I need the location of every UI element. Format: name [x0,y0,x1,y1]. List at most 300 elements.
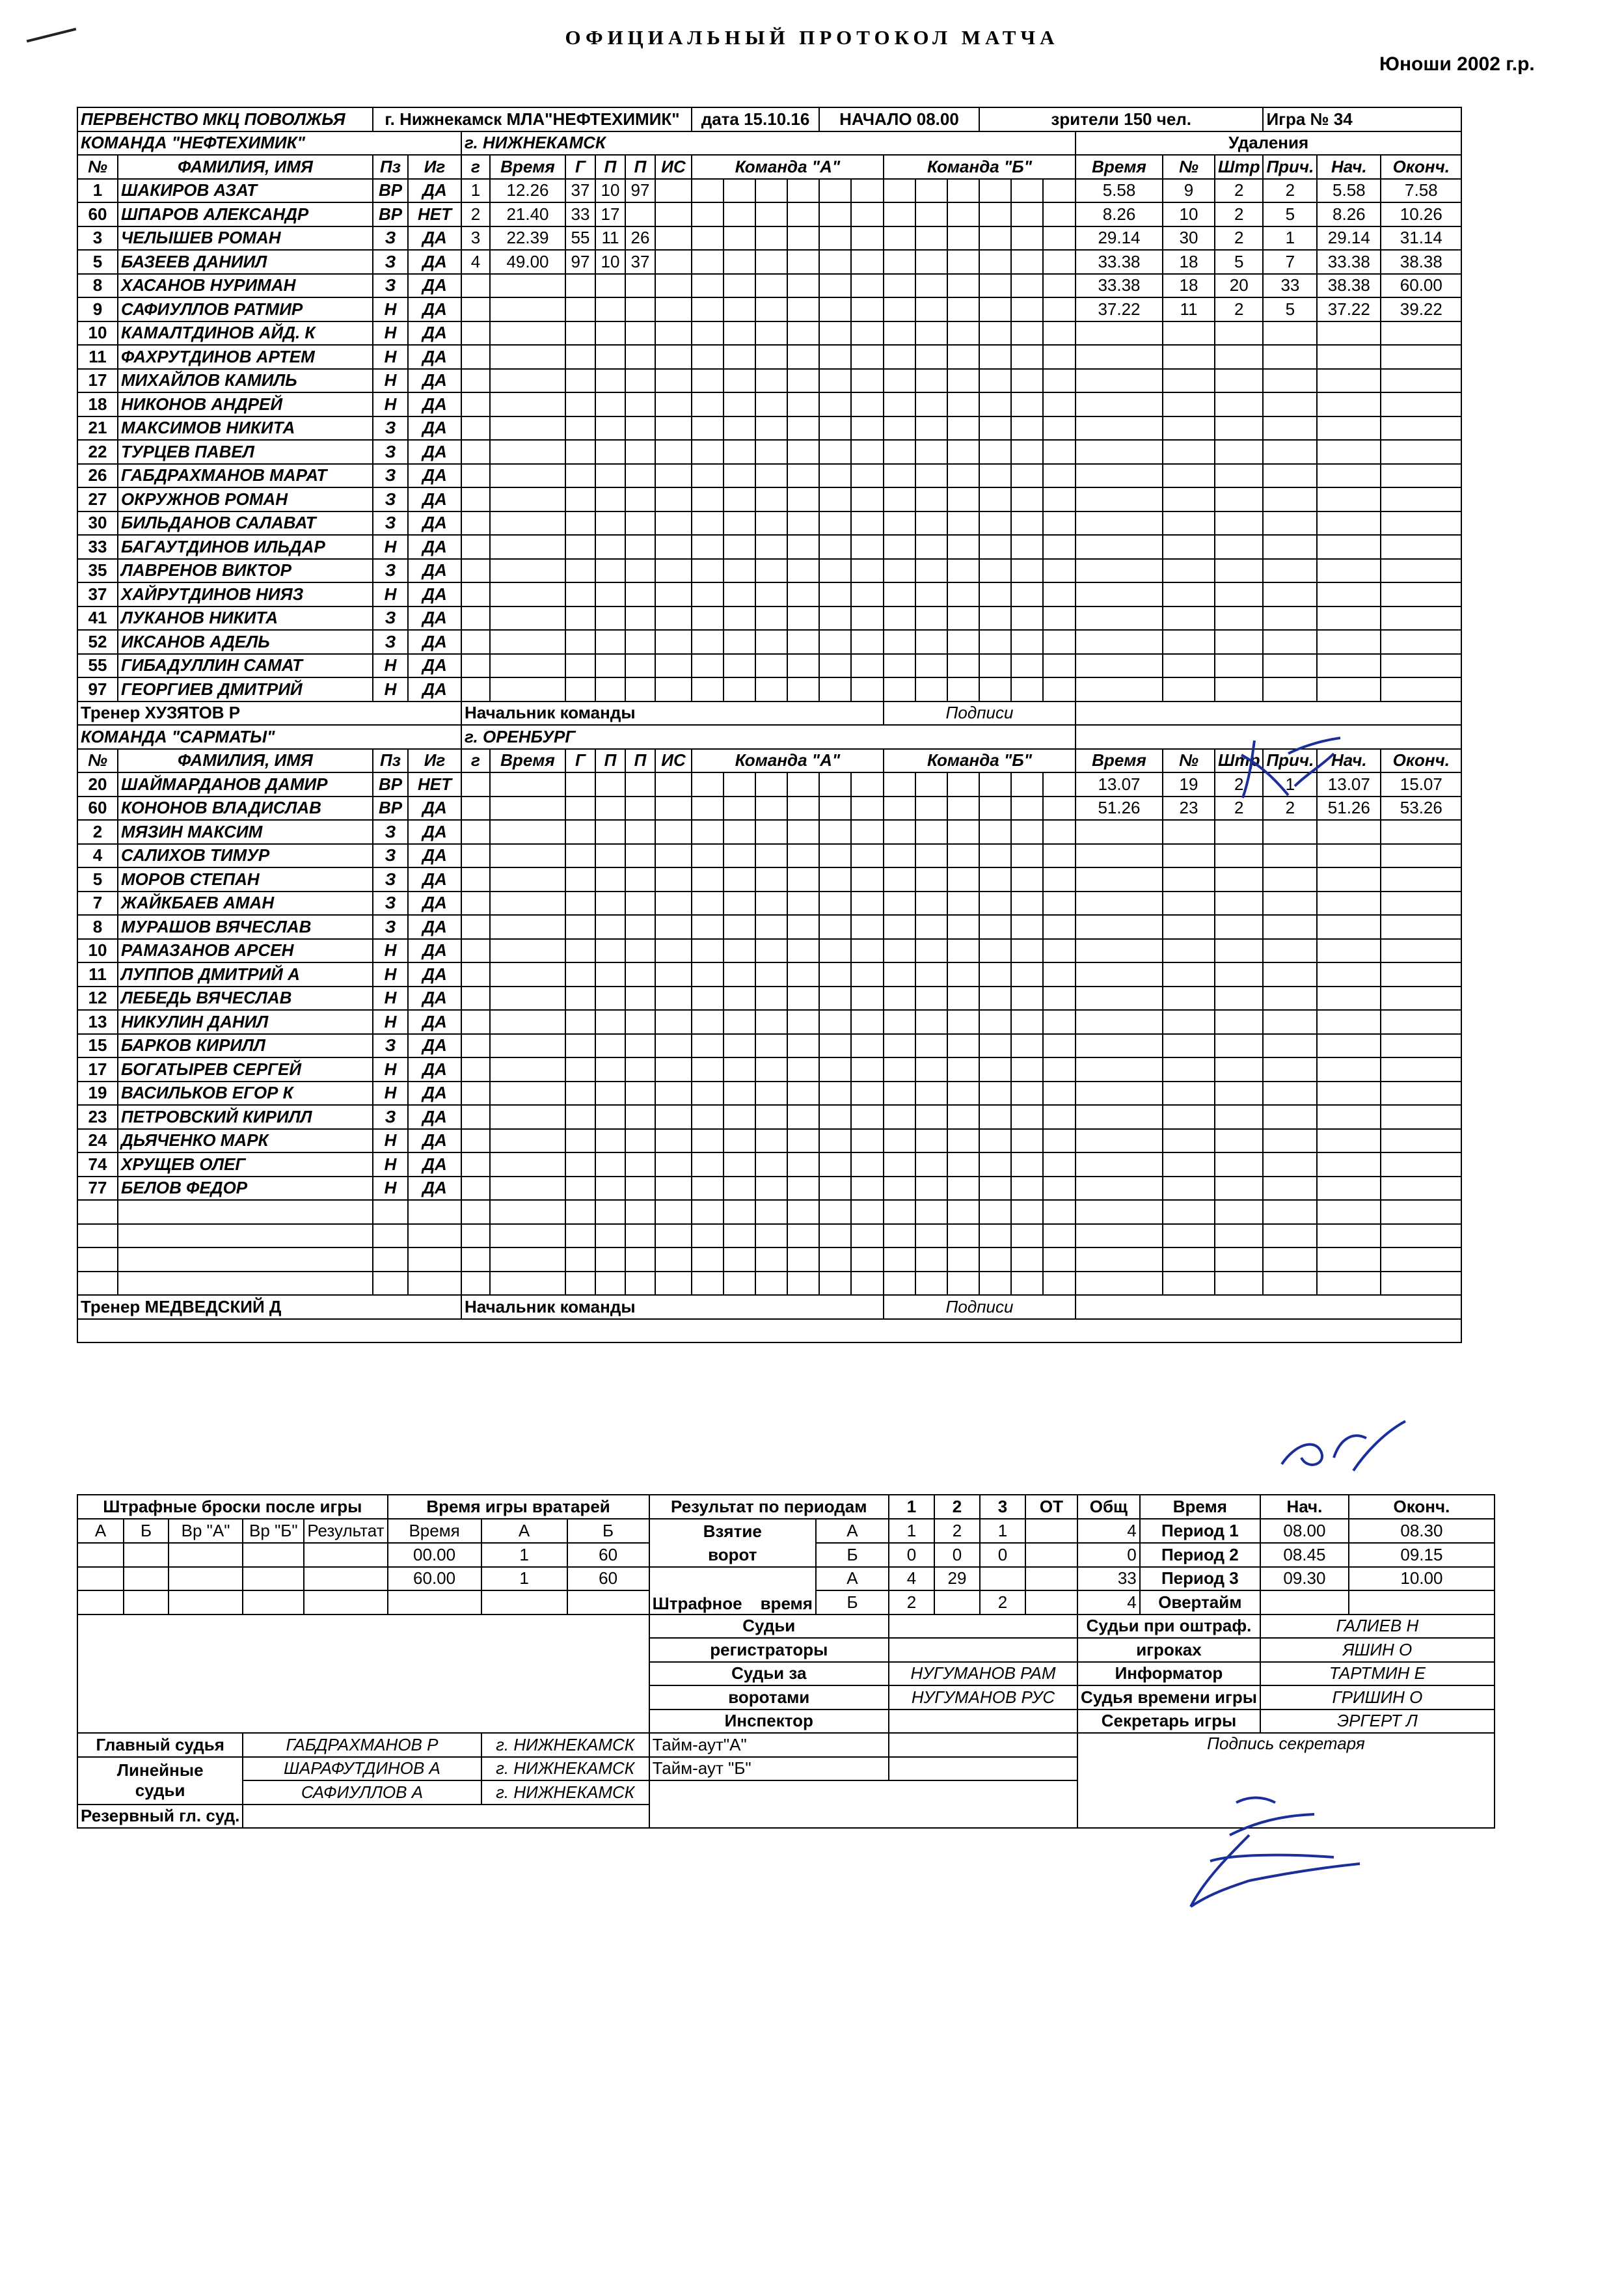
lineup-cell [755,392,787,416]
lineup-cell [819,1010,851,1034]
signature-cell [1076,1295,1461,1319]
player-position: Н [373,1010,408,1034]
blank-area [77,1614,649,1639]
empty-cell [1076,1177,1163,1201]
lineup-cell [1043,677,1076,702]
empty-cell [1263,1010,1317,1034]
lineup-cell [1043,1034,1076,1058]
empty-cell [461,1057,490,1082]
empty-cell [1215,559,1263,583]
empty-cell [1163,1247,1215,1272]
lineup-cell [851,1057,884,1082]
lineup-cell [755,274,787,298]
empty-cell [1076,1152,1163,1177]
empty-cell [1317,369,1381,393]
empty-cell [655,369,692,393]
lineup-cell [947,1034,979,1058]
empty-cell [1263,1247,1317,1272]
lineup-cell [915,630,947,654]
lineup-cell [787,369,819,393]
lineup-cell [1011,844,1043,868]
player-number: 35 [77,559,118,583]
penalty-start: 13.07 [1317,772,1381,797]
goals-label-line1: Взятие [703,1521,762,1541]
player-position: З [373,559,408,583]
empty-cell [490,1200,565,1224]
lineup-cell [1043,987,1076,1011]
empty-cell [461,1247,490,1272]
player-name: ТУРЦЕВ ПАВЕЛ [118,440,373,464]
empty-cell [461,772,490,797]
lineup-cell [1011,1247,1043,1272]
empty-cell [655,962,692,987]
table-row [77,511,1461,536]
spacer-row [77,1319,1461,1343]
empty-cell [118,1272,373,1296]
lineup-cell [692,677,724,702]
lineup-cell [724,297,755,321]
empty-cell [565,939,595,963]
lineup-cell [1011,677,1043,702]
gk-a: 1 [481,1567,567,1591]
lineup-cell [787,987,819,1011]
period-label: Период 2 [1140,1543,1260,1567]
official-label: Инспектор [649,1710,889,1734]
empty-cell [490,1105,565,1129]
player-plays: ДА [408,582,461,606]
lineup-cell [979,962,1011,987]
gk-cell [388,1590,481,1614]
lineup-cell [1011,606,1043,631]
empty-cell [1076,962,1163,987]
so-col-gk-a: Вр "А" [169,1519,243,1543]
lineup-cell [947,179,979,203]
player-plays: ДА [408,345,461,369]
empty-cell [490,892,565,916]
lineup-cell [884,1177,915,1201]
lineup-cell [915,464,947,488]
goal-assist-1: 11 [595,226,625,251]
empty-cell [490,464,565,488]
empty-cell [655,892,692,916]
player-position: Н [373,1057,408,1082]
value-p3: 2 [980,1590,1025,1614]
lineup-cell [851,1010,884,1034]
empty-cell [1317,487,1381,511]
lineup-cell [787,820,819,844]
col-pen-reason: Прич. [1263,155,1317,179]
lineup-cell [1011,392,1043,416]
empty-cell [565,1082,595,1106]
team-city: г. НИЖНЕКАМСК [461,131,1076,156]
lineup-cell [979,797,1011,821]
empty-cell [1263,487,1317,511]
col-plays: Иг [408,749,461,773]
empty-cell [1215,321,1263,346]
empty-cell [1263,1129,1317,1153]
lineup-cell [819,1034,851,1058]
goal-assist-1: 10 [595,179,625,203]
penalty-time: 5.58 [1076,179,1163,203]
official-role: игроках [1077,1638,1260,1662]
goal-time: 12.26 [490,179,565,203]
lineup-cell [884,820,915,844]
empty-cell [490,915,565,939]
lineup-cell [1011,321,1043,346]
empty-cell [655,630,692,654]
empty-cell [565,677,595,702]
lineup-cell [692,250,724,274]
empty-cell [625,630,655,654]
empty-cell [655,772,692,797]
empty-cell [1317,1129,1381,1153]
gk-b: 60 [567,1543,649,1567]
empty-cell [655,1129,692,1153]
lineup-cell [724,867,755,892]
penalty-min: 20 [1215,274,1263,298]
lineup-cell [787,464,819,488]
table-row [77,345,1461,369]
lineup-cell [915,892,947,916]
timeout-a: Тайм-аут"А" [649,1733,889,1757]
lineup-cell [755,1010,787,1034]
lineup-cell [915,297,947,321]
player-position: Н [373,1129,408,1153]
empty-cell [1076,1010,1163,1034]
lineup-cell [851,1272,884,1296]
empty-cell [1076,511,1163,536]
empty-cell [1263,939,1317,963]
gk-title: Время игры вратарей [388,1495,649,1519]
lineup-cell [851,1105,884,1129]
empty-cell [1263,345,1317,369]
empty-cell [1163,962,1215,987]
penalty-reason: 1 [1263,226,1317,251]
table-row [77,702,1461,726]
empty-cell [1076,867,1163,892]
empty-cell [1163,1034,1215,1058]
player-name: НИКОНОВ АНДРЕЙ [118,392,373,416]
lineup-cell [787,392,819,416]
lineup-cell [1043,582,1076,606]
lineup-cell [787,226,819,251]
player-position: З [373,820,408,844]
lineup-cell [1043,440,1076,464]
goal-assist-2: 37 [625,250,655,274]
lineup-cell [947,511,979,536]
empty-cell [595,939,625,963]
empty-cell [490,1082,565,1106]
lineup-cell [724,820,755,844]
col-plays: Иг [408,155,461,179]
gk-cell [567,1590,649,1614]
empty-cell [1381,1105,1461,1129]
lineup-cell [947,392,979,416]
empty-cell [625,345,655,369]
lineup-cell [851,582,884,606]
lineup-cell [787,1057,819,1082]
empty-cell [1317,440,1381,464]
player-position: З [373,416,408,441]
empty-cell [408,1224,461,1248]
lineup-cell [979,369,1011,393]
empty-cell [595,440,625,464]
empty-cell [1163,1129,1215,1153]
empty-cell [1317,1152,1381,1177]
table-row [77,892,1461,916]
lineup-cell [692,606,724,631]
lineup-cell [755,772,787,797]
lineup-cell [915,511,947,536]
lineup-cell [724,1082,755,1106]
lineup-cell [979,939,1011,963]
start-time: НАЧАЛО 08.00 [819,107,979,131]
lineup-cell [1011,867,1043,892]
lineup-cell [947,1105,979,1129]
empty-cell [1381,321,1461,346]
empty-cell [625,1034,655,1058]
empty-cell [118,1247,373,1272]
player-name: ДЬЯЧЕНКО МАРК [118,1129,373,1153]
empty-cell [1317,321,1381,346]
lineup-cell [851,274,884,298]
col-goal-no: г [461,749,490,773]
empty-cell [625,511,655,536]
gk-col-a: А [481,1519,567,1543]
empty-cell [461,511,490,536]
penalty-start: 8.26 [1317,202,1381,226]
player-plays: ДА [408,250,461,274]
empty-cell [461,892,490,916]
penalty-num: 23 [1163,797,1215,821]
game-number: Игра № 34 [1263,107,1461,131]
lineup-cell [1011,1177,1043,1201]
lineup-cell [1011,511,1043,536]
empty-cell [565,1105,595,1129]
table-row [77,1733,1495,1757]
empty-cell [1215,844,1263,868]
empty-cell [595,892,625,916]
empty-cell [461,844,490,868]
player-name: ШПАРОВ АЛЕКСАНДР [118,202,373,226]
empty-cell [565,987,595,1011]
lineup-cell [787,511,819,536]
lineup-cell [979,844,1011,868]
empty-cell [461,1200,490,1224]
shootout-cell [77,1590,124,1614]
coach-b-signature [1269,1412,1412,1477]
player-name: ИКСАНОВ АДЕЛЬ [118,630,373,654]
official-name: НУГУМАНОВ РУС [889,1685,1077,1710]
official-role-name: ГРИШИН О [1260,1685,1495,1710]
line-referee-1-city: г. НИЖНЕКАМСК [481,1757,649,1781]
so-col-result: Результат [304,1519,387,1543]
lineup-cell [1043,392,1076,416]
penalty-time: 29.14 [1076,226,1163,251]
lineup-cell [755,1177,787,1201]
penalty-num: 18 [1163,274,1215,298]
lineup-cell [755,535,787,559]
empty-cell [461,1224,490,1248]
lineup-cell [692,772,724,797]
col-strength: ИС [655,155,692,179]
empty-cell [1163,1105,1215,1129]
empty-cell [655,1247,692,1272]
empty-cell [655,654,692,678]
lineup-cell [1011,582,1043,606]
lineup-cell [1043,1200,1076,1224]
penalty-num: 19 [1163,772,1215,797]
empty-cell [77,1272,118,1296]
official-role: Судьи при оштраф. [1077,1614,1260,1639]
player-plays: ДА [408,820,461,844]
col-pos: Пз [373,749,408,773]
lineup-cell [884,1224,915,1248]
penalty-min: 5 [1215,250,1263,274]
goal-time: 49.00 [490,250,565,274]
lineup-cell [755,606,787,631]
lineup-cell [947,226,979,251]
empty-cell [1317,654,1381,678]
player-number: 12 [77,987,118,1011]
empty-cell [595,1010,625,1034]
lineup-cell [724,654,755,678]
lineup-cell [1043,797,1076,821]
empty-cell [1215,1224,1263,1248]
empty-cell [461,915,490,939]
lineup-cell [851,1224,884,1248]
goal-number: 4 [461,250,490,274]
empty-cell [490,582,565,606]
empty-cell [1163,606,1215,631]
player-name: МЯЗИН МАКСИМ [118,820,373,844]
lineup-cell [692,535,724,559]
penalty-start: 29.14 [1317,226,1381,251]
lineup-cell [724,535,755,559]
empty-cell [1163,987,1215,1011]
lineup-cell [1043,892,1076,916]
empty-cell [565,464,595,488]
player-plays: НЕТ [408,202,461,226]
lineup-cell [915,274,947,298]
empty-cell [1317,962,1381,987]
penalty-start: 38.38 [1317,274,1381,298]
lineup-cell [1043,1057,1076,1082]
empty-cell [1381,630,1461,654]
empty-cell [1381,1034,1461,1058]
lineup-cell [915,1272,947,1296]
table-row [77,1495,1495,1519]
table-row [77,1519,1495,1543]
goal-time: 21.40 [490,202,565,226]
lineup-cell [947,297,979,321]
empty-cell [625,535,655,559]
empty-cell [461,987,490,1011]
lineup-cell [755,559,787,583]
empty-cell [1263,1082,1317,1106]
lineup-cell [1043,464,1076,488]
empty-cell [565,1129,595,1153]
empty-cell [461,654,490,678]
goal-assist-2: 26 [625,226,655,251]
empty-cell [490,867,565,892]
empty-cell [1263,606,1317,631]
so-col-a: А [77,1519,124,1543]
lineup-cell [755,915,787,939]
empty-cell [1317,559,1381,583]
player-name: КАМАЛТДИНОВ АЙД. К [118,321,373,346]
lineup-cell [947,1247,979,1272]
empty-cell [1163,820,1215,844]
empty-cell [373,1272,408,1296]
lineup-cell [692,559,724,583]
empty-cell [565,345,595,369]
lineup-cell [979,1034,1011,1058]
empty-cell [1263,369,1317,393]
empty-cell [1263,1177,1317,1201]
tournament: ПЕРВЕНСТВО МКЦ ПОВОЛЖЬЯ [77,107,373,131]
secretary-signature-label: Подпись секретаря [1077,1733,1495,1828]
player-number: 52 [77,630,118,654]
empty-cell [1263,559,1317,583]
empty-cell [490,559,565,583]
empty-cell [1215,369,1263,393]
lineup-cell [755,1129,787,1153]
player-number: 23 [77,1105,118,1129]
table-row [77,416,1461,441]
lineup-cell [1043,202,1076,226]
lineup-cell [724,440,755,464]
lineup-cell [692,654,724,678]
penalty-num: 30 [1163,226,1215,251]
col-pen-start: Нач. [1317,155,1381,179]
col-end: Оконч. [1349,1495,1495,1519]
lineup-cell [1043,630,1076,654]
player-position: Н [373,987,408,1011]
blank-area [77,1685,649,1710]
player-number: 60 [77,202,118,226]
empty-cell [625,1224,655,1248]
empty-cell [1381,844,1461,868]
empty-cell [1163,464,1215,488]
lineup-cell [884,677,915,702]
player-number: 27 [77,487,118,511]
empty-cell [565,1152,595,1177]
empty-cell [625,274,655,298]
player-name: МУРАШОВ ВЯЧЕСЛАВ [118,915,373,939]
empty-cell [1317,987,1381,1011]
empty-cell [595,274,625,298]
empty-cell [565,297,595,321]
empty-cell [1163,654,1215,678]
player-position: ВР [373,797,408,821]
lineup-cell [1043,654,1076,678]
empty-cell [461,345,490,369]
table-row [77,844,1461,868]
lineup-cell [851,820,884,844]
empty-cell [1263,416,1317,441]
penalty-min: 2 [1215,772,1263,797]
empty-cell [565,416,595,441]
empty-cell [1215,606,1263,631]
table-row [77,487,1461,511]
blank-area [77,1638,649,1662]
player-plays: ДА [408,797,461,821]
team-name: КОМАНДА "САРМАТЫ" [77,725,461,749]
lineup-cell [787,559,819,583]
lineup-cell [819,582,851,606]
table-row [77,820,1461,844]
